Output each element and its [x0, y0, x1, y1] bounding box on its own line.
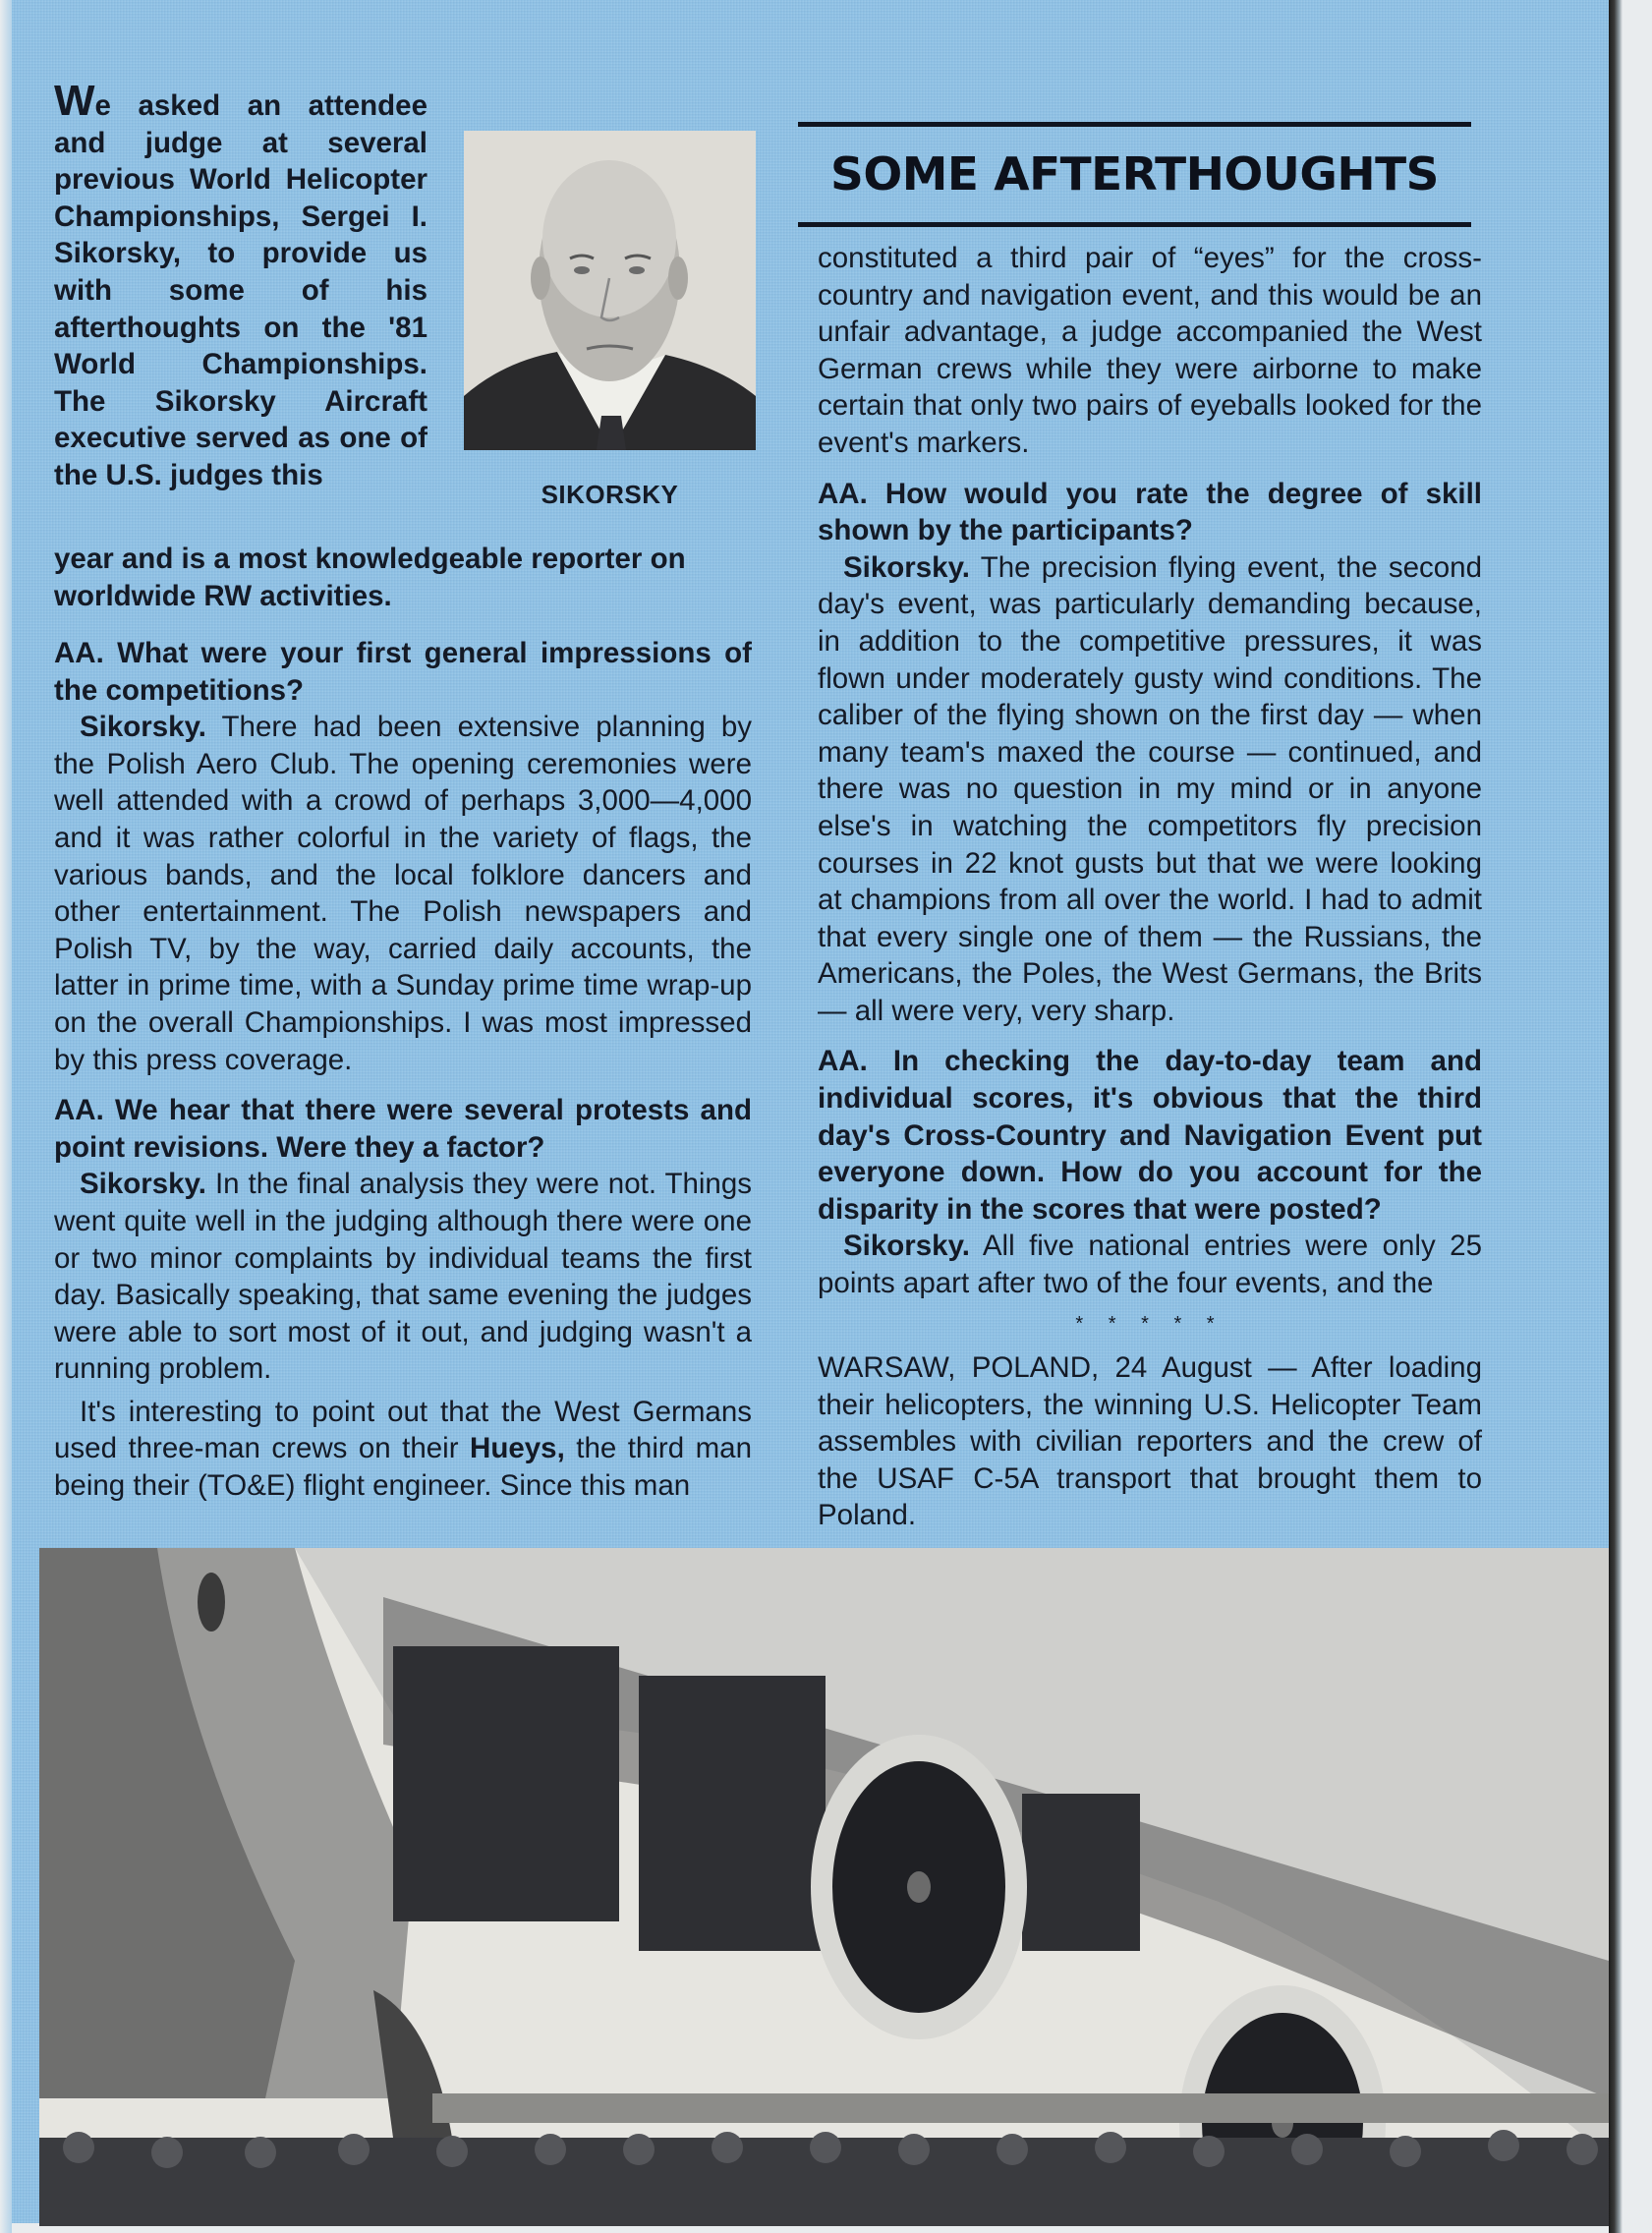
group-photo-image	[39, 1548, 1609, 2226]
section-separator: * * * * *	[1075, 1313, 1225, 1335]
headline-top-rule	[798, 122, 1471, 127]
portrait-photo	[464, 131, 756, 450]
left-column	[54, 635, 752, 1505]
question: AA. What were your first general impressions of the competitions?	[54, 637, 752, 707]
continued-paragraph: constituted a third pair of “eyes” for the cross-country and navigation event, and this would be an unfair advantage, a judge accompanied the West German crews while they were airborne to make certain that only two pairs of eyeballs looked for the event's markers.	[818, 242, 1482, 459]
answer-speaker: Sikorsky.	[843, 1230, 971, 1263]
drop-cap: W	[54, 77, 95, 125]
answer: Sikorsky. All five national entries were only 25 points apart after two of the four events, and the	[818, 1230, 1482, 1300]
portrait-caption: SIKORSKY	[541, 480, 679, 509]
answer-speaker: Sikorsky.	[843, 550, 971, 584]
paragraph: It's interesting to point out that the West Germans used three-man crews on their Hueys, the third man being their (TO&E) flight engineer. Since this man	[54, 1395, 752, 1503]
intro-paragraph-tail: year and is a most knowledgeable reporter on worldwide RW activities.	[54, 543, 686, 612]
answer: Sikorsky. There had been extensive planning by the Polish Aero Club. The opening ceremonies were well attended with a crowd of perhaps 3,000—4,000 and it was rather colorful in the variety of flags, the various bands, and the local folklore dancers and other entertainment. The Polish newspapers and Polish TV, by the way, carried daily accounts, the latter in prime time, with a Sunday prime time wrap-up on the overall Championships. I was most impressed by this press coverage.	[54, 711, 752, 1076]
intro-paragraph: We asked an attendee and judge at several previous World Helicopter Championships, Sergei I. Sikorsky, to provide us with some of his afterthoughts on the '81 World Championships. The Sikorsky Aircraft executive served as one of the U.S. judges this	[54, 77, 427, 491]
page-edge	[0, 0, 12, 2233]
answer-speaker: Sikorsky.	[80, 711, 207, 744]
answer: Sikorsky. The precision flying event, the second day's event, was particularly demanding because, in addition to the competitive pressures, it was flown under moderately gusty wind conditions. The caliber of the flying shown on the first day — when many team's maxed the course — continued, and there was no question in my mind or in anyone else's in watching the competitors fly precision courses in 22 knot gusts but that we were looking at champions from all over the world. I had to admit that every single one of them — the Russians, the Americans, the Poles, the West Germans, the Brits — all were very, very sharp.	[818, 550, 1482, 1027]
headline-bottom-rule	[798, 222, 1471, 227]
question: AA. In checking the day-to-day team and individual scores, it's obvious that the third day's Cross-Country and Navigation Event put everyone down. How do you account for the disparity in the scores that were posted?	[818, 1045, 1482, 1226]
page-binding-shadow	[1609, 0, 1623, 2233]
photo-caption: WARSAW, POLAND, 24 August — After loading their helicopters, the winning U.S. Helicopter Team assembles with civilian reporters and the crew of the USAF C-5A transport that brought them to Poland.	[818, 1351, 1482, 1532]
interviewee-name: Sergei I. Sikorsky	[54, 200, 427, 270]
portrait-image	[464, 131, 756, 450]
group-photo	[39, 1548, 1609, 2226]
answer-speaker: Sikorsky.	[80, 1168, 207, 1201]
right-column	[818, 240, 1482, 1302]
answer: Sikorsky. In the final analysis they were not. Things went quite well in the judging although there were one or two minor complaints by individual teams the first day. Basically speaking, that same evening the judges were able to sort most of it out, and judging wasn't a running problem.	[54, 1168, 752, 1386]
question: AA. How would you rate the degree of skill shown by the participants?	[818, 477, 1482, 547]
headline: SOME AFTERTHOUGHTS	[830, 147, 1439, 200]
question: AA. We hear that there were several protests and point revisions. Were they a factor?	[54, 1094, 752, 1164]
